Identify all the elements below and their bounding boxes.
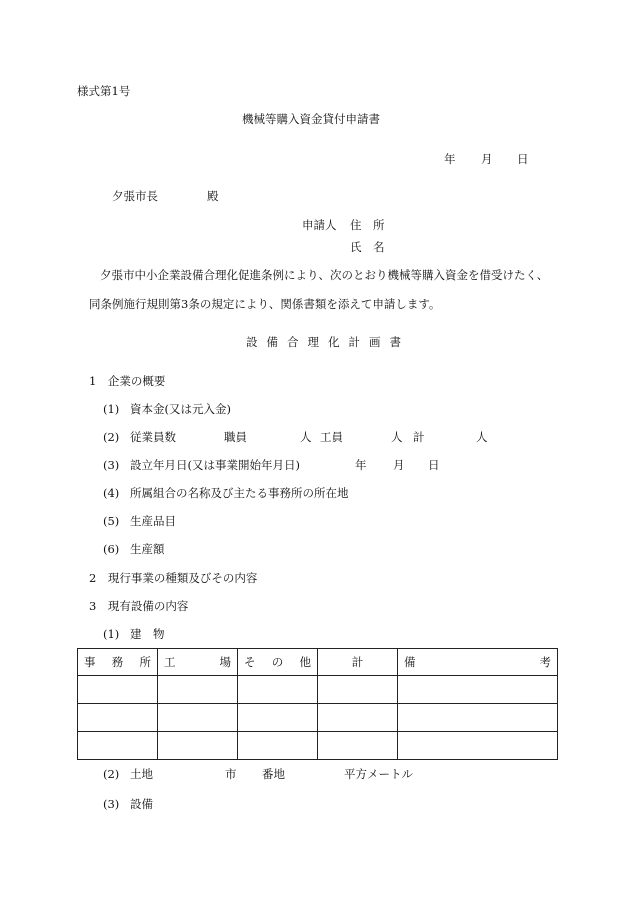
item2-workers-label: 工員 [320, 430, 343, 444]
document-title: 機械等購入資金貸付申請書 [242, 112, 380, 126]
item2-total-label: 計 [413, 430, 425, 444]
item3-number: (3) [103, 458, 120, 472]
col-other: そ の 他 [238, 649, 318, 676]
table-cell[interactable] [318, 676, 398, 704]
section3-heading: 3 現有設備の内容 [89, 599, 189, 613]
land-number: (2) [103, 767, 120, 781]
table-cell[interactable] [158, 732, 238, 760]
land-label: 土地 [130, 767, 153, 781]
section2-heading: 2 現行事業の種類及びその内容 [89, 571, 258, 585]
table-cell[interactable] [398, 704, 558, 732]
date-day-label: 日 [517, 152, 529, 166]
buildings-table [77, 648, 558, 760]
equipment-label: 設備 [130, 797, 153, 811]
applicant-label: 申請人 [302, 218, 337, 232]
item6-label: 生産額 [130, 542, 165, 556]
table-cell[interactable] [398, 732, 558, 760]
date-year-label: 年 [444, 152, 456, 166]
applicant-name-label: 氏 名 [350, 240, 385, 254]
item3-month-label: 月 [393, 458, 405, 472]
col-total: 計 [318, 649, 398, 676]
addressee-mayor: 夕張市長 [112, 189, 158, 203]
table-cell[interactable] [238, 732, 318, 760]
land-area-label: 平方メートル [344, 767, 413, 781]
body-text-line2: 同条例施行規則第3条の規定により、関係書類を添えて申請します。 [89, 297, 441, 311]
applicant-address-label: 住 所 [350, 218, 385, 232]
table-cell[interactable] [78, 732, 158, 760]
land-lot-label: 番地 [262, 767, 285, 781]
body-text-line1: 夕張市中小企業設備合理化促進条例により、次のとおり機械等購入資金を借受けたく、 [100, 268, 549, 282]
table-cell[interactable] [158, 704, 238, 732]
item4-number: (4) [103, 486, 120, 500]
item3-year-label: 年 [355, 458, 367, 472]
item2-label: 従業員数 [130, 430, 176, 444]
item4-label: 所属組合の名称及び主たる事務所の所在地 [130, 486, 349, 500]
table-row [78, 676, 558, 704]
table-row [78, 704, 558, 732]
item2-staff-label: 職員 [224, 430, 247, 444]
table-cell[interactable] [158, 676, 238, 704]
plan-title: 設備合理化計画書 [246, 335, 410, 349]
table-cell[interactable] [318, 732, 398, 760]
item3-day-label: 日 [428, 458, 440, 472]
date-month-label: 月 [481, 152, 493, 166]
table-cell[interactable] [238, 704, 318, 732]
item2-staff-unit: 人 [300, 430, 312, 444]
item2-workers-unit: 人 [391, 430, 403, 444]
table-cell[interactable] [78, 704, 158, 732]
table-cell[interactable] [398, 676, 558, 704]
item5-number: (5) [103, 514, 120, 528]
item1-number: (1) [103, 402, 120, 416]
item3-label: 設立年月日(又は事業開始年月日) [130, 458, 300, 472]
item6-number: (6) [103, 542, 120, 556]
buildings-table-header-row [78, 649, 558, 676]
table-row [78, 732, 558, 760]
table-cell[interactable] [238, 676, 318, 704]
table-cell[interactable] [78, 676, 158, 704]
buildings-label: 建 物 [130, 627, 165, 641]
equipment-number: (3) [103, 797, 120, 811]
buildings-number: (1) [103, 627, 120, 641]
col-factory: 工 場 [158, 649, 238, 676]
item2-number: (2) [103, 430, 120, 444]
item1-label: 資本金(又は元入金) [130, 402, 231, 416]
col-remarks: 備 考 [398, 649, 558, 676]
item2-total-unit: 人 [476, 430, 488, 444]
table-cell[interactable] [318, 704, 398, 732]
form-number: 様式第1号 [77, 84, 131, 98]
col-office: 事 務 所 [78, 649, 158, 676]
addressee-honorific: 殿 [207, 189, 219, 203]
section1-heading: 1 企業の概要 [89, 374, 166, 388]
land-city-label: 市 [225, 767, 237, 781]
item5-label: 生産品目 [130, 514, 176, 528]
